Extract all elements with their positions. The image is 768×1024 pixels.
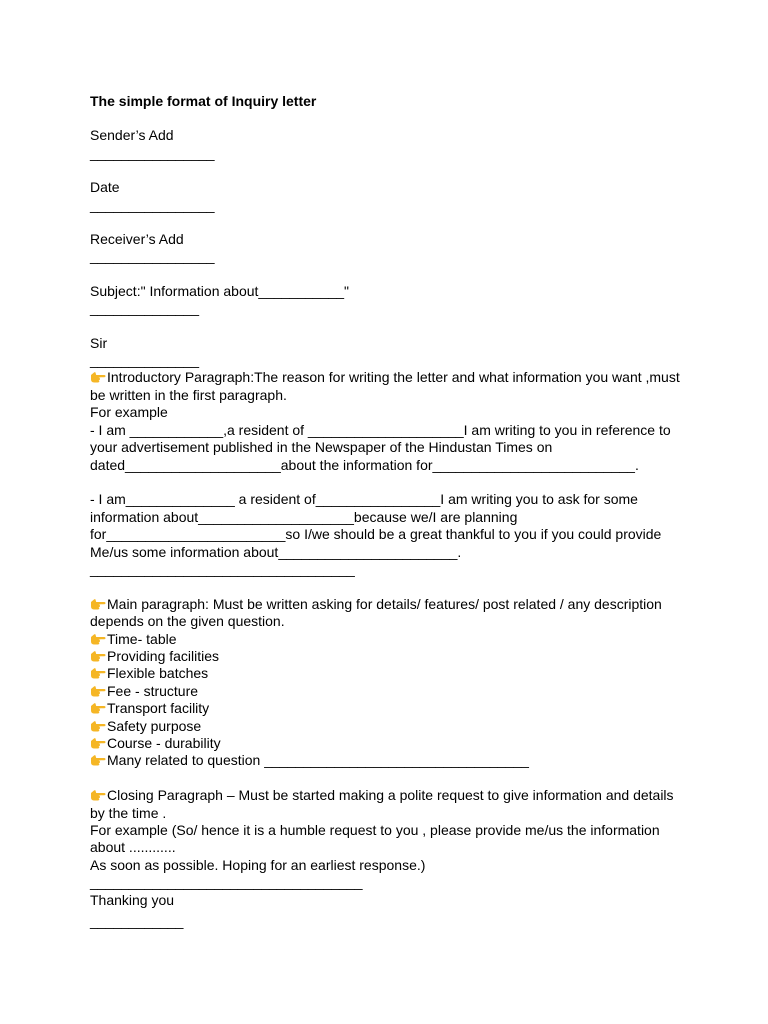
receiver-address-label: Receiver’s Add: [90, 231, 184, 248]
date-blank: ________________: [90, 196, 215, 213]
intro-example1-line3: dated____________________about the information for__________________________.: [90, 456, 639, 473]
intro-example1-line2: your advertisement published in the Newspaper of the Hindustan Times on: [90, 439, 553, 456]
pointing-hand-icon: [90, 753, 107, 767]
salutation-blank: ______________: [90, 352, 200, 369]
subject-blank: ______________: [90, 300, 200, 317]
sender-address-label: Sender’s Add: [90, 127, 174, 144]
intro-example2-line4: Me/us some information about_______________________.: [90, 543, 462, 560]
pointing-hand-icon: [90, 719, 107, 733]
list-item: Providing facilities: [90, 648, 690, 665]
intro-example2-blank: __________________________________: [90, 560, 355, 577]
intro-example2-line2: information about____________________because we/I are planning: [90, 508, 518, 525]
pointing-hand-icon: [90, 736, 107, 750]
intro-heading-continued: be written in the first paragraph.: [90, 386, 287, 403]
closing-heading: Closing Paragraph – Must be started making a polite request to give information and details: [90, 787, 690, 804]
pointing-hand-icon: [90, 788, 107, 802]
intro-heading: Introductory Paragraph:The reason for writing the letter and what information you want ,must: [90, 369, 690, 386]
pointing-hand-icon: [90, 370, 107, 384]
intro-for-example: For example: [90, 404, 168, 421]
closing-example-line2: about ............: [90, 839, 176, 856]
page-title: The simple format of Inquiry letter: [90, 93, 317, 109]
pointing-hand-icon: [90, 666, 107, 680]
pointing-hand-icon: [90, 632, 107, 646]
main-items-list: [90, 631, 690, 770]
spacer: [90, 474, 690, 491]
spacer: [90, 578, 690, 595]
closing-example-line3: As soon as possible. Hoping for an earliest response.): [90, 856, 426, 873]
main-heading: Main paragraph: Must be written asking for details/ features/ post related / any description: [90, 596, 690, 613]
inquiry-letter-document: [90, 93, 690, 930]
list-item: Fee - structure: [90, 683, 690, 700]
spacer: [90, 770, 690, 787]
list-item: Safety purpose: [90, 718, 690, 735]
list-item: Flexible batches: [90, 665, 690, 682]
sender-address-blank: ________________: [90, 144, 215, 161]
date-label: Date: [90, 179, 120, 196]
intro-example2-line1: - I am______________ a resident of________________I am writing you to ask for some: [90, 491, 638, 508]
intro-example2-line3: for_______________________so I/we should be a great thankful to you if you could provide: [90, 526, 662, 543]
subject-line: Subject:" Information about___________": [90, 282, 350, 299]
intro-example1-line1: - I am ____________,a resident of ____________________I am writing to you in reference to: [90, 421, 671, 438]
pointing-hand-icon: [90, 649, 107, 663]
closing-example-blank: ___________________________________: [90, 874, 363, 891]
pointing-hand-icon: [90, 597, 107, 611]
closing-example-line1: For example (So/ hence it is a humble request to you , please provide me/us the information: [90, 821, 660, 838]
thanking-you: Thanking you: [90, 891, 175, 908]
receiver-address-blank: ________________: [90, 248, 215, 265]
salutation: Sir: [90, 334, 108, 351]
pointing-hand-icon: [90, 701, 107, 715]
list-item: Time- table: [90, 631, 690, 648]
list-item: Transport facility: [90, 700, 690, 717]
thanking-you-blank: ____________: [90, 913, 184, 930]
list-item: Course - durability: [90, 735, 690, 752]
list-item: Many related to question __________________________________: [90, 752, 690, 769]
closing-heading-continued: by the time .: [90, 804, 167, 821]
pointing-hand-icon: [90, 684, 107, 698]
main-heading-continued: depends on the given question.: [90, 613, 285, 630]
